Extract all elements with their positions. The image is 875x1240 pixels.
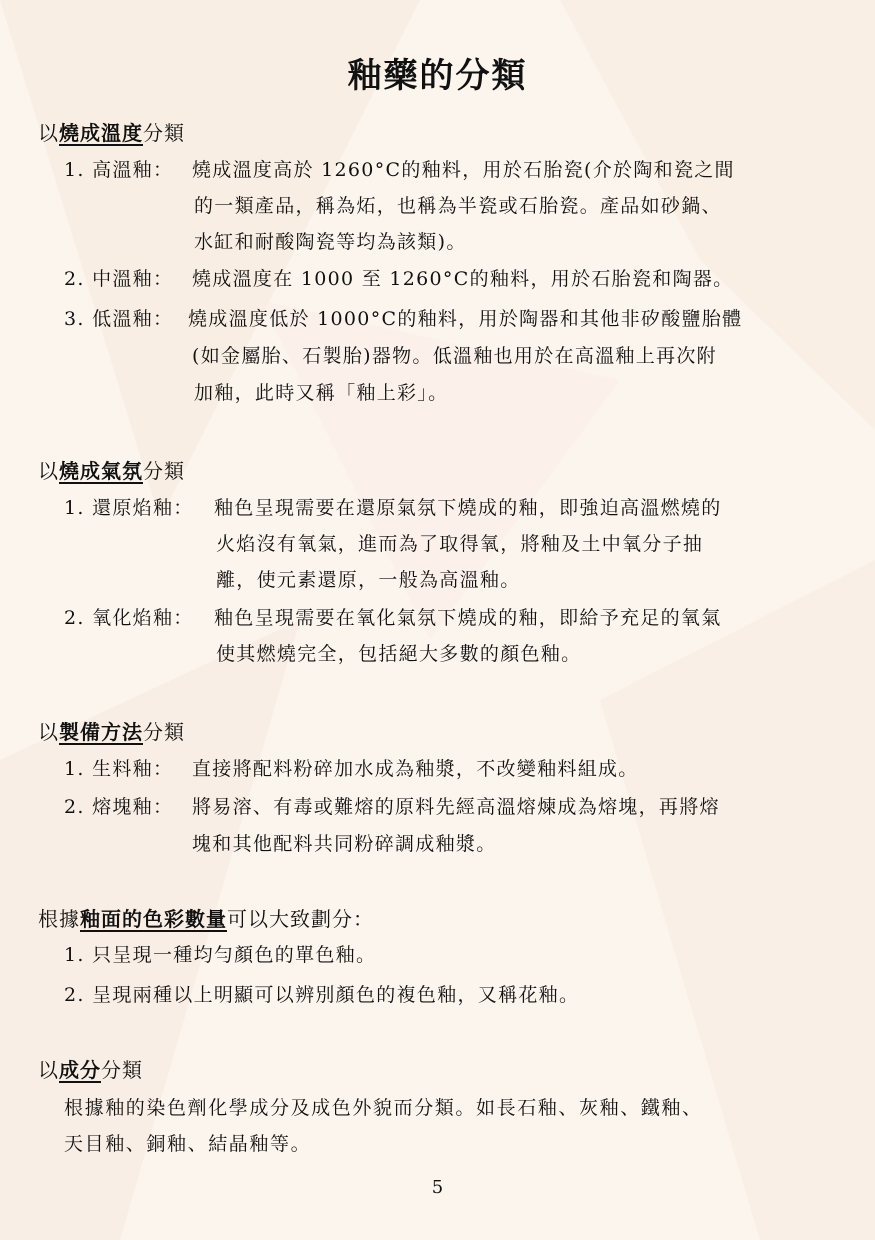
item-label: 1. 還原焰釉： — [64, 497, 194, 519]
heading-suffix: 分類 — [101, 1058, 143, 1082]
heading-suffix: 可以大致劃分： — [227, 907, 374, 931]
item-line: 的一類產品，稱為炻，也稱為半瓷或石胎瓷。產品如砂鍋、 — [194, 195, 722, 217]
item-line: 塊和其他配料共同粉碎調成釉漿。 — [192, 833, 497, 855]
section-heading-firing-temperature — [38, 117, 185, 146]
page-title: 釉藥的分類 — [347, 56, 528, 96]
item-label: 3. 低溫釉： — [64, 308, 174, 330]
item-line: 燒成溫度低於 1000°C的釉料，用於陶器和其他非矽酸鹽胎體 — [188, 308, 743, 330]
page-number: 5 — [431, 1177, 444, 1198]
heading-prefix: 根據 — [38, 907, 80, 931]
item-line: 使其燃燒完全，包括絕大多數的顏色釉。 — [216, 643, 582, 665]
heading-emphasis: 燒成氣氛 — [59, 459, 143, 483]
item-line: 加釉，此時又稱「釉上彩」。 — [194, 382, 449, 404]
section-heading-firing-atmosphere — [38, 455, 185, 484]
heading-suffix: 分類 — [143, 459, 185, 483]
heading-emphasis: 燒成溫度 — [59, 121, 143, 145]
section-heading-color-count — [38, 903, 374, 932]
item-line: 釉色呈現需要在還原氣氛下燒成的釉，即強迫高溫燃燒的 — [214, 497, 722, 519]
item-label: 2. 氧化焰釉： — [64, 607, 194, 629]
heading-emphasis: 製備方法 — [59, 720, 143, 744]
heading-prefix: 以 — [38, 121, 59, 145]
item-label: 2. 中溫釉： — [64, 268, 174, 290]
heading-emphasis: 成分 — [59, 1058, 101, 1082]
item-line: 離，使元素還原，一般為高溫釉。 — [216, 569, 521, 591]
heading-suffix: 分類 — [143, 121, 185, 145]
composition-paragraph-line: 根據釉的染色劑化學成分及成色外貌而分類。如長石釉、灰釉、鐵釉、 — [64, 1097, 703, 1119]
item-label: 2. 熔塊釉： — [64, 796, 174, 818]
item-line: 釉色呈現需要在氧化氣氛下燒成的釉，即給予充足的氧氣 — [214, 607, 722, 629]
heading-prefix: 以 — [38, 459, 59, 483]
heading-prefix: 以 — [38, 1058, 59, 1082]
section-heading-preparation-method — [38, 716, 185, 745]
item-line: (如金屬胎、石製胎)器物。低溫釉也用於在高溫釉上再次附 — [192, 345, 717, 367]
item-line: 火焰沒有氧氣，進而為了取得氧，將釉及土中氧分子抽 — [216, 533, 704, 555]
item-line: 1. 只呈現一種均勻顏色的單色釉。 — [64, 944, 377, 966]
item-line: 直接將配料粉碎加水成為釉漿，不改變釉料組成。 — [192, 758, 639, 780]
item-label: 1. 生料釉： — [64, 758, 174, 780]
heading-emphasis: 釉面的色彩數量 — [80, 907, 227, 931]
item-line: 燒成溫度高於 1260°C的釉料，用於石胎瓷(介於陶和瓷之間 — [192, 159, 735, 181]
item-line: 將易溶、有毒或難熔的原料先經高溫熔煉成為熔塊，再將熔 — [192, 796, 720, 818]
item-line: 2. 呈現兩種以上明顯可以辨別顏色的複色釉，又稱花釉。 — [64, 984, 580, 1006]
item-line: 燒成溫度在 1000 至 1260°C的釉料，用於石胎瓷和陶器。 — [192, 268, 734, 290]
heading-prefix: 以 — [38, 720, 59, 744]
heading-suffix: 分類 — [143, 720, 185, 744]
section-heading-composition — [38, 1054, 143, 1083]
composition-paragraph-line: 天目釉、銅釉、結晶釉等。 — [64, 1133, 312, 1155]
item-line: 水缸和耐酸陶瓷等均為該類)。 — [194, 231, 467, 253]
item-label: 1. 高溫釉： — [64, 159, 174, 181]
